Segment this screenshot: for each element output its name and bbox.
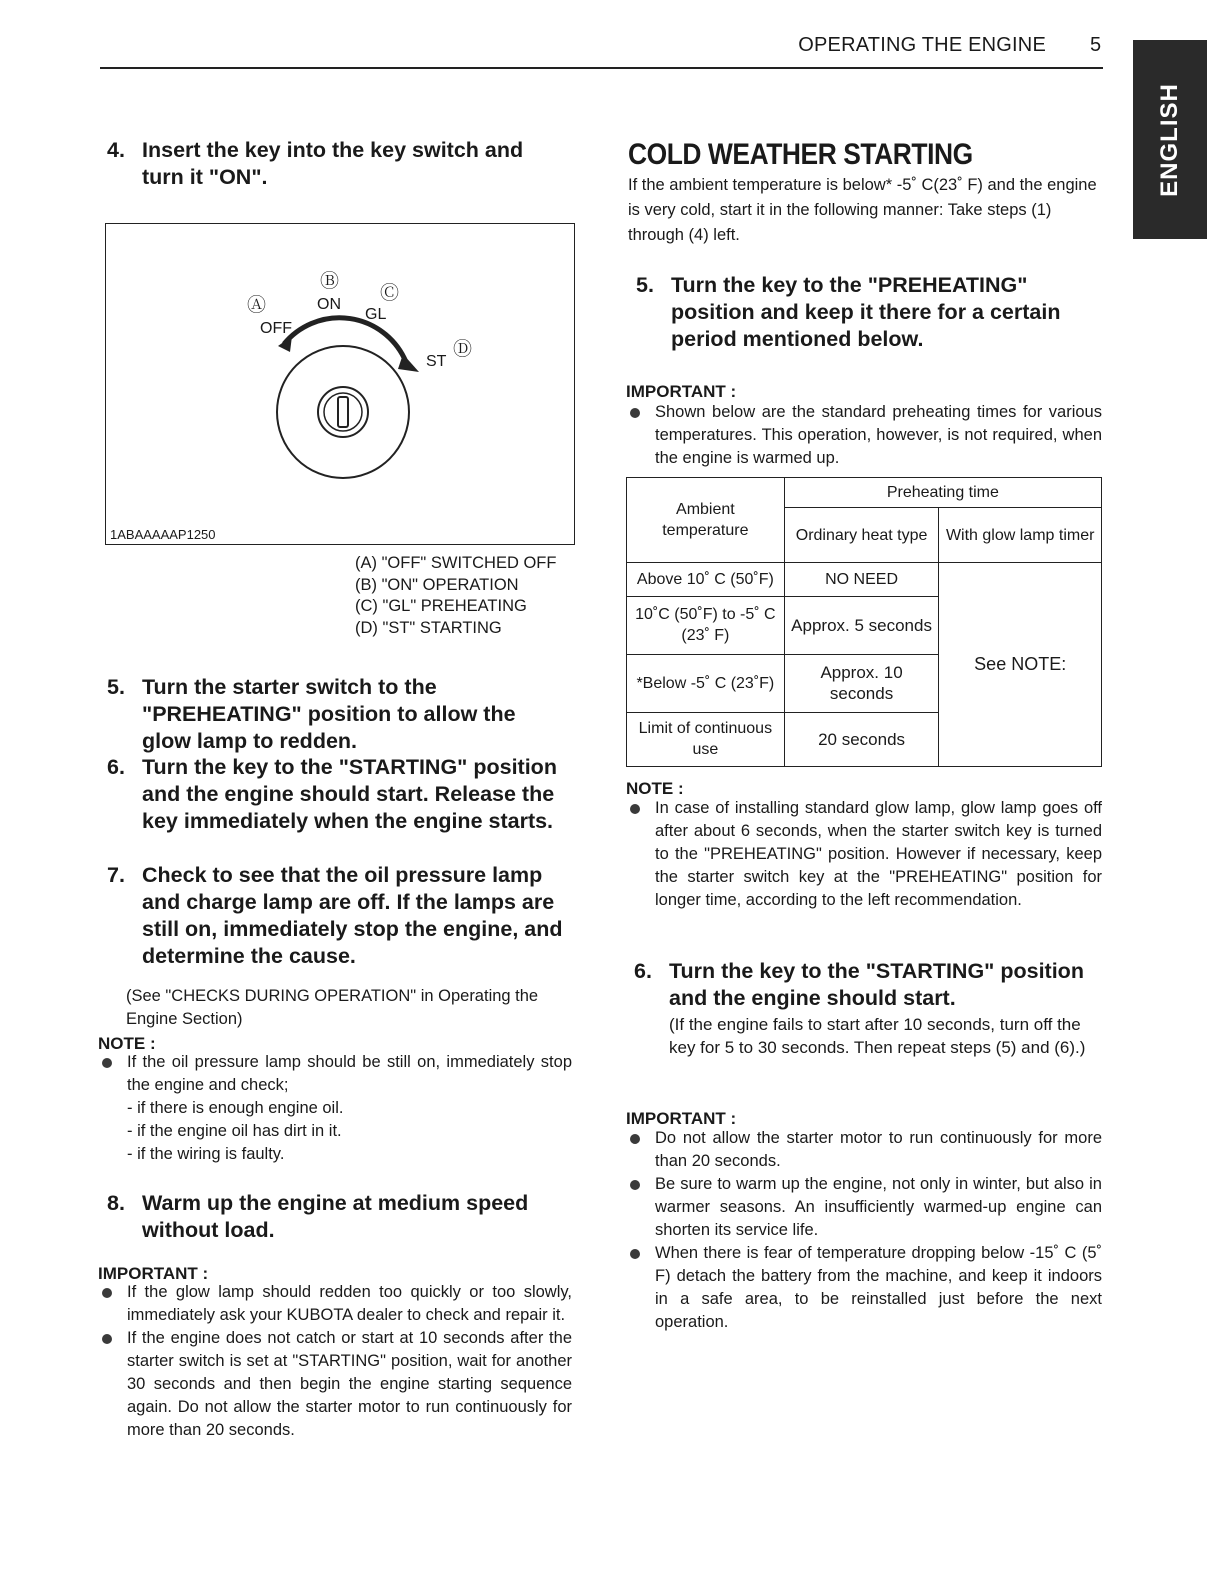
step-6-note: (If the engine fails to start after 10 seconds, turn off the key for 5 to 30 seconds. Then repeat steps (5) and (6).) xyxy=(669,1015,1086,1057)
important-list-right-1 xyxy=(626,401,1102,470)
key-switch-figure xyxy=(105,223,575,545)
step-7-left xyxy=(107,862,572,970)
note-bullet: If the oil pressure lamp should be still on, immediately stop the engine and check; xyxy=(98,1051,572,1097)
page-number: 5 xyxy=(1090,34,1102,56)
note-bullet: In case of installing standard glow lamp, glow lamp goes off after about 6 seconds, when the starter switch key is turned to the "PREHEATING" position. However if necessary, keep the starter switch key at the "PREHEATING" position for longer time, according to the left recommendation. xyxy=(626,797,1102,912)
important-bullet: When there is fear of temperature dropping below -15˚ C (5˚ F) detach the battery from the machine, and keep it indoors in a safe area, to be reinstalled just before the next operation. xyxy=(626,1242,1102,1334)
header-preheating: Preheating time xyxy=(784,478,1101,508)
key-cylinder-outer xyxy=(318,387,368,437)
important-heading-right: IMPORTANT : xyxy=(626,382,737,401)
step-text: Check to see that the oil pressure lamp and charge lamp are off. If the lamps are still on, immediately stop the engine, and determine the cause. xyxy=(142,863,563,968)
important-bullet: Shown below are the standard preheating times for various temperatures. This operation, however, is not required, when the engine is warmed up. xyxy=(626,401,1102,470)
check-item: - if there is enough engine oil. xyxy=(127,1099,344,1117)
step-6-right xyxy=(634,958,1102,1059)
step-number: 5. xyxy=(107,675,125,699)
key-slot xyxy=(338,397,348,427)
caption-a: (A) "OFF" SWITCHED OFF xyxy=(355,554,557,572)
note-heading-left: NOTE : xyxy=(98,1034,156,1053)
header-glow-lamp: With glow lamp timer xyxy=(939,508,1102,563)
key-switch-diagram xyxy=(106,224,573,543)
important-list-right-2 xyxy=(626,1127,1102,1334)
step-7-reference: (See "CHECKS DURING OPERATION" in Operating the Engine Section) xyxy=(126,987,539,1028)
step-text: Warm up the engine at medium speed without load. xyxy=(142,1191,529,1242)
step-text: Insert the key into the key switch and turn it "ON". xyxy=(142,138,524,189)
key-switch-bezel xyxy=(277,346,409,478)
cold-weather-intro: If the ambient temperature is below* -5˚ C(23˚ F) and the engine is very cold, start it in the following manner: Take steps (1) through (4) left. xyxy=(628,176,1097,244)
table-cell-temp: *Below -5˚ C (23˚F) xyxy=(627,654,785,712)
language-tab-label: ENGLISH xyxy=(1156,82,1183,197)
step-4 xyxy=(107,137,567,191)
important-list-left xyxy=(98,1281,572,1442)
rotation-arc xyxy=(284,318,406,362)
important-heading-right-2: IMPORTANT : xyxy=(626,1109,737,1128)
header-ambient: Ambient temperature xyxy=(627,478,785,563)
note-heading-right: NOTE : xyxy=(626,779,684,798)
marker-a: Ⓐ xyxy=(247,295,267,316)
check-item: - if the engine oil has dirt in it. xyxy=(127,1122,342,1140)
table-cell-temp: Above 10˚ C (50˚F) xyxy=(627,563,785,597)
step-text: Turn the starter switch to the "PREHEATING" position to allow the glow lamp to redden. xyxy=(142,675,516,753)
key-cylinder-inner xyxy=(324,393,362,431)
figure-captions xyxy=(355,553,556,639)
preheating-table xyxy=(626,477,1102,767)
table-cell-ordinary: Approx. 10 seconds xyxy=(784,654,939,712)
header-ordinary: Ordinary heat type xyxy=(784,508,939,563)
step-5-left xyxy=(107,674,567,755)
caption-b: (B) "ON" OPERATION xyxy=(355,575,519,594)
step-number: 5. xyxy=(636,273,654,297)
note-list-left xyxy=(98,1051,572,1097)
step-number: 8. xyxy=(107,1191,125,1215)
table-cell-glow: See NOTE: xyxy=(939,563,1102,767)
caption-c: (C) "GL" PREHEATING xyxy=(355,597,527,615)
important-bullet: If the glow lamp should redden too quickly or too slowly, immediately ask your KUBOTA dealer to check and repair it. xyxy=(98,1281,572,1327)
position-st-label: ST xyxy=(426,353,447,370)
caption-d: (D) "ST" STARTING xyxy=(355,618,502,637)
note-list-right xyxy=(626,797,1102,912)
step-number: 4. xyxy=(107,138,125,162)
important-heading-left: IMPORTANT : xyxy=(98,1264,209,1283)
table-cell-temp: Limit of continuous use xyxy=(627,712,785,766)
step-number: 6. xyxy=(107,755,125,779)
step-6-left xyxy=(107,754,567,835)
table-cell-temp: 10˚C (50˚F) to -5˚ C (23˚ F) xyxy=(627,597,785,654)
figure-code: 1ABAAAAAP1250 xyxy=(110,527,216,542)
cold-weather-title: COLD WEATHER STARTING xyxy=(628,138,973,171)
step-5-right xyxy=(636,272,1102,353)
position-gl-label: GL xyxy=(365,306,387,323)
step-text: Turn the key to the "PREHEATING" position and keep it there for a certain period mentioned below. xyxy=(671,273,1061,351)
position-off-label: OFF xyxy=(260,320,292,337)
table-cell-ordinary: 20 seconds xyxy=(784,712,939,766)
step-text: Turn the key to the "STARTING" position and the engine should start. Release the key immediately when the engine starts. xyxy=(142,755,557,833)
important-bullet: If the engine does not catch or start at 10 seconds after the starter switch is set at "STARTING" position, wait for another 30 seconds and then begin the engine starting sequence again. Do not allow the starter motor to run continuously for more than 20 seconds. xyxy=(98,1327,572,1442)
important-bullet: Do not allow the starter motor to run continuously for more than 20 seconds. xyxy=(626,1127,1102,1173)
section-header-title: OPERATING THE ENGINE xyxy=(798,34,1046,56)
arc-arrow-off xyxy=(278,336,292,352)
marker-c: Ⓒ xyxy=(380,283,400,304)
table-cell-ordinary: Approx. 5 seconds xyxy=(784,597,939,654)
step-8-left xyxy=(107,1190,567,1244)
table-cell-ordinary: NO NEED xyxy=(784,563,939,597)
important-bullet: Be sure to warm up the engine, not only in winter, but also in warmer seasons. An insufficiently warmed-up engine can shorten its service life. xyxy=(626,1173,1102,1242)
step-number: 7. xyxy=(107,863,125,887)
marker-d: Ⓓ xyxy=(453,339,473,360)
step-text: Turn the key to the "STARTING" position and the engine should start. xyxy=(669,959,1084,1010)
position-on-label: ON xyxy=(317,296,341,313)
language-tab xyxy=(1133,40,1207,239)
check-item: - if the wiring is faulty. xyxy=(127,1145,285,1163)
marker-b: Ⓑ xyxy=(320,271,340,292)
note-check-list xyxy=(127,1097,343,1166)
header-divider xyxy=(100,67,1103,69)
step-number: 6. xyxy=(634,959,652,983)
